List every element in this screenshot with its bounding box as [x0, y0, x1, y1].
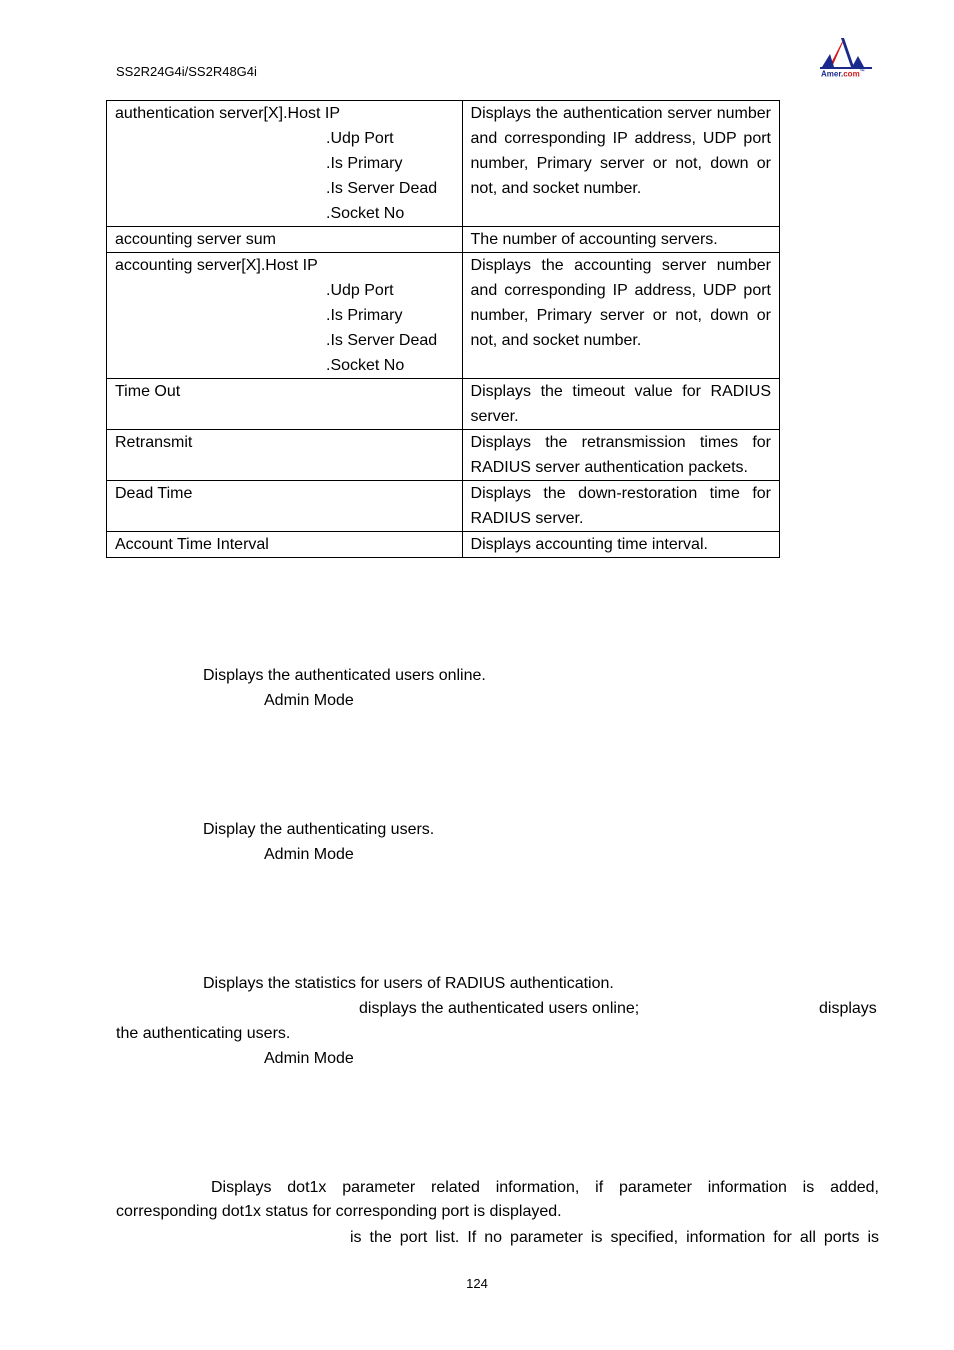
- description-cell: The number of accounting servers.: [462, 227, 779, 253]
- field-subitem: .Is Primary: [326, 307, 403, 324]
- field-subitem: .Is Server Dead: [326, 332, 438, 349]
- description-cell: Displays accounting time interval.: [462, 532, 779, 558]
- s3-param-a-text: displays the authenticated users online;: [359, 1000, 640, 1017]
- description-cell: Displays the timeout value for RADIUS server.: [462, 379, 779, 430]
- s4-line3-text: is the port list. If no parameter is specified, information for all ports is: [350, 1229, 879, 1246]
- logo-text: Amer.com™: [821, 69, 865, 79]
- s3-function-text: Displays the statistics for users of RADIUS authentication.: [203, 975, 614, 992]
- s1-mode-text: Admin Mode: [264, 692, 354, 709]
- field-cell: [107, 101, 463, 227]
- s4-line1-text: Displays dot1x parameter related information, if parameter information is added,: [211, 1179, 879, 1196]
- field-name: Time Out: [115, 383, 181, 400]
- field-name: accounting server[X].Host IP: [115, 257, 318, 274]
- s2-function-text: Display the authenticating users.: [203, 821, 435, 838]
- table-row: [107, 227, 780, 253]
- table-row: [107, 101, 780, 227]
- s3-param-c-text: the authenticating users.: [116, 1025, 291, 1042]
- description-cell: Displays the down-restoration time for RADIUS server.: [462, 481, 779, 532]
- field-name: accounting server sum: [115, 231, 276, 248]
- field-subitem: .Socket No: [326, 205, 405, 222]
- table-row: [107, 430, 780, 481]
- field-subitem: .Is Server Dead: [326, 180, 438, 197]
- table-row: [107, 532, 780, 558]
- field-subitem: .Socket No: [326, 357, 405, 374]
- description-cell: Displays the authentication server number and corresponding IP address, UDP port number, Primary server or not, down or not, and socket number.: [462, 101, 779, 227]
- field-cell: [107, 430, 463, 481]
- description-cell: Displays the retransmission times for RADIUS server authentication packets.: [462, 430, 779, 481]
- page-number: 124: [466, 1276, 488, 1291]
- field-cell: [107, 253, 463, 379]
- field-cell: [107, 481, 463, 532]
- field-cell: [107, 532, 463, 558]
- header-model: SS2R24G4i/SS2R48G4i: [116, 64, 257, 79]
- field-cell: [107, 379, 463, 430]
- field-name: Retransmit: [115, 434, 193, 451]
- amer-logo: [818, 36, 878, 82]
- s2-mode-text: Admin Mode: [264, 846, 354, 863]
- field-name: authentication server[X].Host IP: [115, 105, 340, 122]
- s3-mode-text: Admin Mode: [264, 1050, 354, 1067]
- s3-param-b-text: displays: [819, 1000, 877, 1017]
- s4-line2-text: corresponding dot1x status for corresponding port is displayed.: [116, 1203, 562, 1220]
- field-cell: [107, 227, 463, 253]
- table-row: [107, 481, 780, 532]
- field-subitem: .Udp Port: [326, 282, 394, 299]
- field-subitem: .Udp Port: [326, 130, 394, 147]
- field-name: Account Time Interval: [115, 536, 269, 553]
- radius-info-table: [106, 100, 780, 558]
- field-name: Dead Time: [115, 485, 193, 502]
- table-row: [107, 253, 780, 379]
- logo-triangle-icon: [818, 36, 878, 70]
- description-cell: Displays the accounting server number and corresponding IP address, UDP port number, Primary server or not, down or not, and socket number.: [462, 253, 779, 379]
- field-subitem: .Is Primary: [326, 155, 403, 172]
- table-row: [107, 379, 780, 430]
- s1-function-text: Displays the authenticated users online.: [203, 667, 486, 684]
